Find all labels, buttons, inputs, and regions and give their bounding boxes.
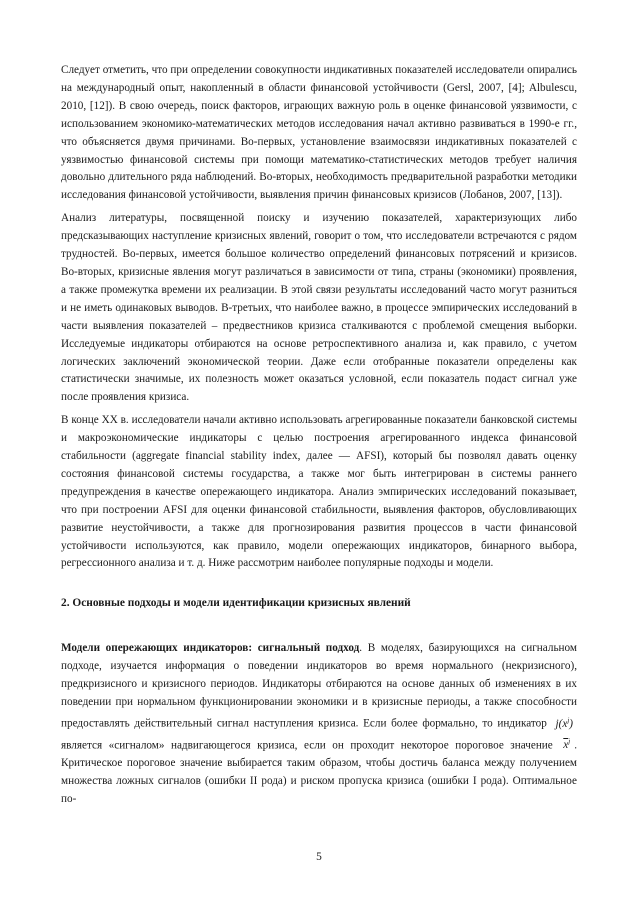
- paragraph-models: [61, 640, 577, 809]
- formula-threshold: [559, 739, 574, 751]
- page-body: [61, 62, 577, 814]
- models-text-1: . В моделях, базирующихся на сигнальном подходе, изучается информация о поведении индикаторов во время нормального (некризисного), предкризисного и кризисного периодов. Индикаторы отбираются на основе данных об изменениях в их поведении при нормальном функционировании экономики и в кризисные периоды, а также способности предоставлять действительный сигнал наступления кризиса. Если более формально, то индикатор: [61, 642, 577, 730]
- models-text-2: является «сигналом» надвигающегося кризиса, если он проходит некоторое пороговое значение: [61, 739, 553, 752]
- models-text-3: . Критическое пороговое значение выбирается таким образом, чтобы достичь баланса между получением множества ложных сигналов (ошибки II рода) и риском пропуска кризиса (ошибки I рода). Оптимальное по-: [61, 739, 578, 805]
- section-heading: 2. Основные подходы и модели идентификации кризисных явлений: [61, 597, 411, 610]
- page-number: 5: [316, 851, 322, 863]
- paragraph-2: Анализ литературы, посвященной поиску и изучению показателей, характеризующих либо предсказывающих наступление кризисных явлений, говорит о том, что исследователи встречаются с рядом трудностей. Во-первых, имеется большое количество определений финансовых потрясений и кризисов. Во-вторых, кризисные явления могут различаться в зависимости от типа, страны (экономики) проявления, а также промежутка времени их реализации. В этой связи результаты исследований часто могут разниться и не иметь одинаковых выводов. В-третьих, что наиболее важно, в процессе эмпирических исследований в части выявления показателей – предвестников кризиса сталкиваются с проблемой смещения выборки. Исследуемые индикаторы отбираются на основе ретроспективного анализа и, как правило, с учетом логических заключений экономической теории. Даже если отобранные показатели определены как статистически значимые, их полезность может оказаться условной, если показатель подаст сигнал уже после проявления кризиса.: [61, 212, 577, 404]
- paragraph-3: В конце XX в. исследователи начали активно использовать агрегированные показатели банковской системы и макроэкономические индикаторы с целью построения агрегированного индекса финансовой стабильности (aggregate financial stability index, далее — AFSI), который бы позволял давать оценку состояния финансовой системы государства, а также мог быть интегрирован в системы раннего предупреждения в качестве опережающего индикатора. Анализ эмпирических исследований показывает, что при построении AFSI для оценки финансовой стабильности, выявления факторов, обусловливающих развитие неустойчивости, а также для прогнозирования развития процессов в части финансовой устойчивости используются, как правило, модели опережающих индикаторов, бинарного выбора, регрессионного анализа и т. д. Ниже рассмотрим наиболее популярные подходы и модели.: [61, 414, 577, 570]
- formula-indicator: [552, 715, 578, 730]
- formula-indicator-sup: j: [567, 715, 570, 724]
- paragraph-1: Следует отметить, что при определении совокупности индикативных показателей исследователи опирались на международный опыт, накопленный в области финансовой устойчивости (Gersl, 2007, [4]; Albulescu, 2010, [12]). В свою очередь, поиск факторов, играющих важную роль в оценке финансовой уязвимости, с использованием экономико-математических методов исследования начал активно развиваться в 1990-е гг., что объясняется двумя причинами. Во-первых, установление взаимосвязи индикативных показателей с уязвимостью финансовой системы при помощи математико-статистических методов требует наличия довольно длительного ряда наблюдений. Во-вторых, необходимость предварительной разработки методики исследования финансовой устойчивости, выявления причин финансовых кризисов (Лобанов, 2007, [13]).: [61, 64, 577, 202]
- models-lead: Модели опережающих индикаторов: сигнальный подход: [61, 642, 360, 655]
- formula-indicator-base: j(x: [555, 717, 568, 730]
- formula-threshold-base: $\overline{x}$: [563, 739, 569, 752]
- formula-threshold-sup: j: [568, 737, 571, 746]
- formula-indicator-end: ): [569, 717, 574, 730]
